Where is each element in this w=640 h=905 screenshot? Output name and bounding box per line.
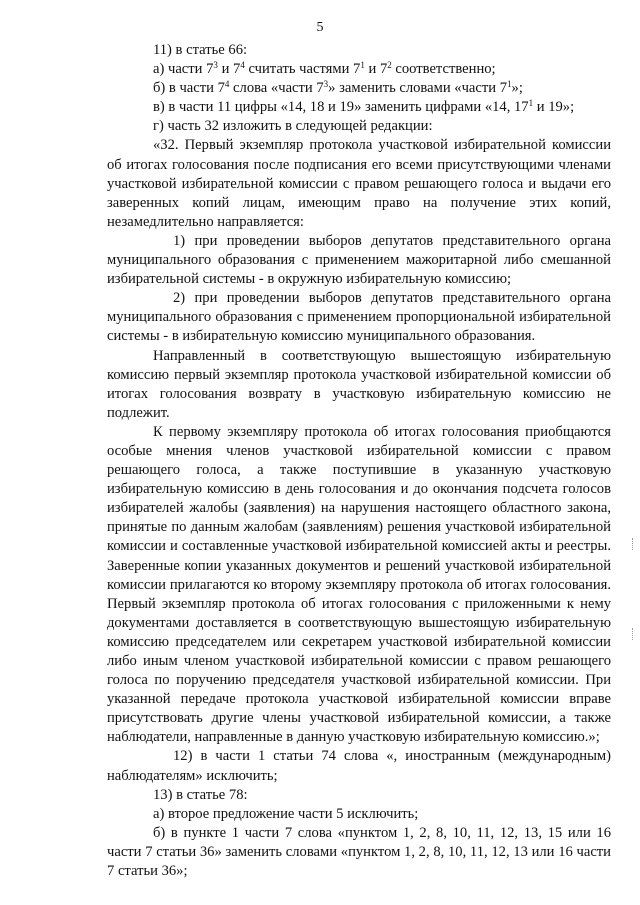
text-run: «32. Первый экземпляр протокола участковой избирательной комиссии об итогах голосования после подписания его всеми присутствующими членами участковой избирательной комиссии с правом решающего голоса и выдачи его заверенных копий лицам, имеющим право на получение этих копий, незамедлительно направляется: <box>107 137 611 230</box>
superscript: 4 <box>240 60 245 71</box>
paragraph <box>107 117 611 136</box>
text-run: и 19»; <box>533 99 575 116</box>
superscript: 1 <box>507 79 512 90</box>
paragraph <box>107 41 611 60</box>
document-body <box>107 41 611 881</box>
scan-edge-mark <box>632 538 636 550</box>
superscript: 4 <box>224 79 230 90</box>
text-run: 12) в части 1 статьи 74 слова «, иностранным (международным) наблюдателям» исключить; <box>107 748 611 784</box>
text-run: б) в пункте 1 части 7 слова «пунктом 1, 2, 8, 10, 11, 12, 13, 15 или 16 части 7 статьи 36» заменить словами «пунктом 1, 2, 8, 10, 11, 12, 13 или 16 части 7 статьи 36»; <box>107 824 611 880</box>
paragraph <box>107 98 611 117</box>
text-run: К первому экземпляру протокола об итогах голосования приобщаются особые мнения членов участковой избирательной комиссии с правом решающего голоса, а также поступившие в указанную участковую избирательную комиссию в день голосования и до окончания подсчета голосов избирателей жалобы (заявления) на нарушения настоящего областного закона, принятые по данным жалобам (заявлениям) решения участковой избирательной комиссии и составленные участковой избирательной комиссией акты и реестры. Заверенные копии указанных документов и решений участковой избирательной комиссии прилагаются ко второму экземпляру протокола об итогах голосования. Первый экземпляр протокола об итогах голосования с приложенными к нему документами доставляется в соответствующую вышестоящую избирательную комиссию председателем или секретарем участковой избирательной комиссии либо иным членом участковой избирательной комиссии с правом решающего голоса по поручению председателя участковой избирательной комиссии. При указанной передаче протокола участковой избирательной комиссии вправе присутствовать другие члены участковой избирательной комиссии, а также наблюдатели, направленные в данную участковую избирательную комиссию.»; <box>107 423 611 746</box>
paragraph <box>107 747 611 785</box>
text-run: » заменить словами «части 7 <box>328 80 508 97</box>
paragraph <box>107 805 611 824</box>
paragraph <box>107 786 611 805</box>
text-run: »; <box>511 80 523 97</box>
text-run: б) в части 7 <box>153 80 225 97</box>
text-run: в) в части 11 цифры «14, 18 и 19» заменить цифрами «14, 17 <box>153 99 529 116</box>
paragraph <box>107 824 611 881</box>
superscript: 3 <box>213 60 218 71</box>
text-run: слова «части 7 <box>229 80 324 97</box>
text-run: считать частями 7 <box>244 61 361 78</box>
paragraph <box>107 289 611 346</box>
text-run: 1) при проведении выборов депутатов представительного органа муниципального образования с применением мажоритарной либо смешанной избирательной системы - в окружную избирательную комиссию; <box>107 232 611 288</box>
paragraph <box>107 232 611 289</box>
text-run: а) части 7 <box>153 61 214 78</box>
text-run: 2) при проведении выборов депутатов представительного органа муниципального образования с применением пропорциональной избирательной системы - в избирательную комиссию муниципального образования. <box>107 290 611 345</box>
superscript: 1 <box>528 98 534 109</box>
superscript: 3 <box>323 79 329 90</box>
text-run: г) часть 32 изложить в следующей редакции: <box>153 118 433 135</box>
superscript: 1 <box>360 60 365 71</box>
text-run: соответственно; <box>391 61 496 78</box>
superscript: 2 <box>387 60 392 71</box>
text-run: и 7 <box>364 61 388 78</box>
paragraph <box>107 136 611 231</box>
paragraph <box>107 347 611 423</box>
text-run: и 7 <box>217 61 241 78</box>
text-run: а) второе предложение части 5 исключить; <box>153 805 419 822</box>
paragraph <box>107 423 611 748</box>
text-run: 11) в статье 66: <box>153 42 248 58</box>
scan-edge-mark <box>632 628 636 640</box>
paragraph <box>107 60 611 79</box>
text-run: Направленный в соответствующую вышестоящую избирательную комиссию первый экземпляр протокола участковой избирательной комиссии об итогах голосования возврату в участковую избирательную комиссию не подлежит. <box>107 347 611 421</box>
text-run: 13) в статье 78: <box>153 786 248 803</box>
paragraph <box>107 79 611 98</box>
page-number: 5 <box>316 20 324 35</box>
